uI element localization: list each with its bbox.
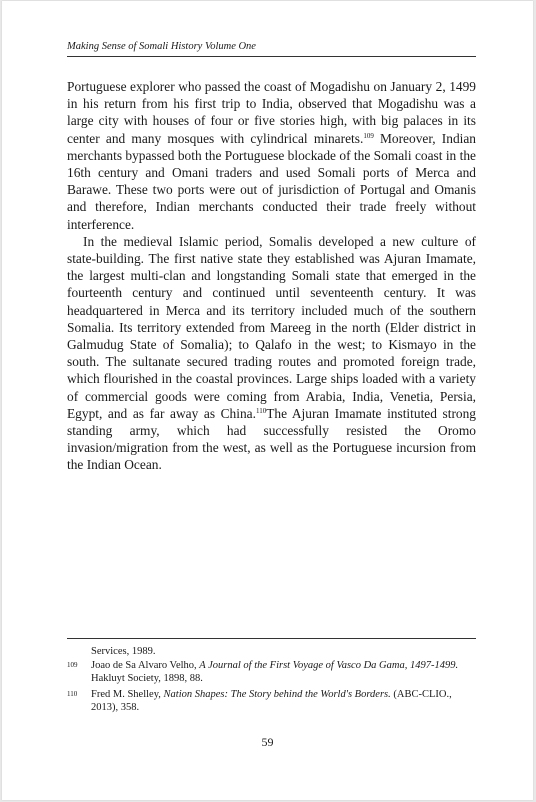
- footnote-title: Nation Shapes: The Story behind the World's Borders.: [163, 688, 391, 700]
- paragraph-text: The Ajuran Imamate instituted strong standing army, which had successfully resisted the Oromo invasion/migration from the west, as well as the Portuguese incursion from the Indian Ocean.: [67, 405, 476, 473]
- footnote: [67, 688, 476, 715]
- footnote-author: Fred M. Shelley,: [91, 688, 164, 700]
- footnote-publication: (ABC-CLIO., 2013), 358.: [91, 688, 452, 714]
- footnote-title: A Journal of the First Voyage of Vasco Da Gama, 1497-1499.: [199, 659, 459, 671]
- footnote-number: 109: [67, 660, 78, 669]
- paragraph: [67, 233, 476, 474]
- footnote-continuation: Services, 1989.: [91, 646, 156, 657]
- footnote-publication: Hakluyt Society, 1898, 88.: [91, 673, 203, 685]
- running-header: Making Sense of Somali History Volume One: [67, 41, 256, 52]
- paragraph-text: In the medieval Islamic period, Somalis developed a new culture of state-building. The first native state they established was Ajuran Imamate, the largest multi-clan and longstanding Somali state that emerged in the fourteenth century and continued until seventeenth century. It was headquartered in Merca and its territory included much of the southern Somalia. Its territory extended from Mareeg in the north (Elder district in Galmudug State of Somalia); to Qalafo in the west; to Kismayo in the south. The sultanate secured trading routes and promoted foreign trade, which flourished in the coastal provinces. Large ships loaded with a variety of commercial goods were coming from Arabia, India, Venetia, Persia, Egypt, and as far away as China.: [67, 233, 476, 421]
- footnote-author: Joao de Sa Alvaro Velho,: [91, 659, 200, 671]
- header-rule: [67, 56, 476, 57]
- footnote-number: 110: [67, 689, 78, 698]
- paragraph-text: Moreover, Indian merchants bypassed both the Portuguese blockade of the Somali coast in the 16th century and Omani traders and used Somali ports of Merca and Barawe. These two ports were out of jurisdiction of Portugal and Omanis and therefore, Indian merchants conducted their trade freely without interference.: [67, 130, 477, 232]
- footnotes: [67, 645, 476, 717]
- paragraph-text: Portuguese explorer who passed the coast of Mogadishu on January 2, 1499 in his return from his first trip to India, observed that Mogadishu was a large city with houses of four or five stories high, with big palaces in its center and many mosques with cylindrical minarets.: [67, 79, 476, 146]
- page-number: 59: [261, 735, 274, 749]
- body-text: [67, 78, 476, 474]
- footnote-text: [91, 659, 476, 686]
- paragraph: [67, 78, 476, 233]
- footnote-rule: [67, 638, 476, 639]
- footnote-text: [91, 688, 476, 715]
- footnote-reference[interactable]: 110: [255, 406, 267, 415]
- document-page: [2, 1, 533, 800]
- footnote: [67, 659, 476, 686]
- footnote-reference[interactable]: 109: [363, 131, 374, 140]
